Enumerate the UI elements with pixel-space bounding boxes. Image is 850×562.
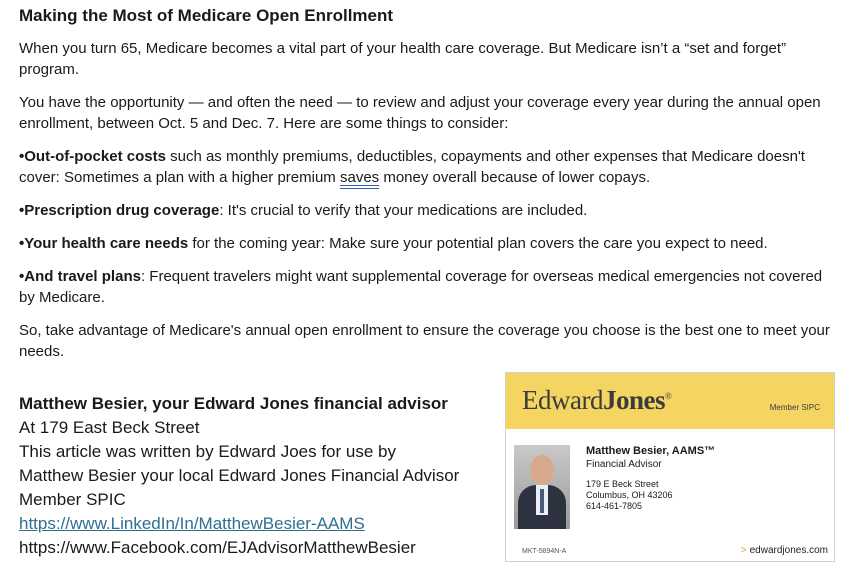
bullet-health-needs <box>19 233 834 254</box>
website-text: edwardjones.com <box>749 545 828 556</box>
bullet-text: money overall because of lower copays. <box>379 169 651 186</box>
card-header <box>506 373 834 429</box>
bullet-prescription <box>19 200 834 221</box>
phone-number: 614-461-7805 <box>586 501 643 511</box>
advisor-title: Financial Advisor <box>586 459 662 470</box>
facebook-link[interactable]: https://www.Facebook.com/EJAdvisorMatthewBesier <box>19 538 416 557</box>
signature-line: Matthew Besier your local Edward Jones Financial Advisor <box>19 466 460 485</box>
business-card <box>505 372 835 562</box>
marketing-code: MKT-5894N-A <box>522 548 567 555</box>
paragraph-opportunity: You have the opportunity — and often the need — to review and adjust your coverage every year during the annual open enrollment, between Oct. 5 and Dec. 7. Here are some things to consider: <box>19 94 821 132</box>
bullet-out-of-pocket <box>19 146 834 188</box>
linkedin-link[interactable]: https://www.LinkedIn/In/MatthewBesier-AAMS <box>19 514 365 533</box>
advisor-photo <box>514 445 570 529</box>
bullet-label: •Out-of-pocket costs <box>19 148 166 165</box>
advisor-name: Matthew Besier, AAMS™ <box>586 445 716 457</box>
article <box>19 6 834 374</box>
bullet-text: for the coming year: Make sure your potential plan covers the care you expect to need. <box>188 235 768 252</box>
bullet-label: •Prescription drug coverage <box>19 202 220 219</box>
address-line: Columbus, OH 43206 <box>586 490 673 500</box>
signature-line: Member SPIC <box>19 490 126 509</box>
paragraph-closing: So, take advantage of Medicare's annual open enrollment to ensure the coverage you choose is the best one to meet your needs. <box>19 322 830 360</box>
address-line: 179 E Beck Street <box>586 479 659 489</box>
bullet-label: •Your health care needs <box>19 235 189 252</box>
website-link[interactable] <box>741 545 828 556</box>
signature-block <box>19 392 499 560</box>
bullet-text: : Frequent travelers might want supplemental coverage for overseas medical emergencies not covered by Medicare. <box>19 268 823 306</box>
member-sipc-label: Member SIPC <box>769 403 820 412</box>
article-title: Making the Most of Medicare Open Enrollment <box>19 6 394 25</box>
signature-address: At 179 East Beck Street <box>19 418 200 437</box>
edward-jones-logo: EdwardJones® <box>522 385 672 415</box>
bullet-text: : It's crucial to verify that your medications are included. <box>219 202 588 219</box>
bullet-text: such as monthly premiums, deductibles, copayments and other expenses that Medicare doesn't cover: Sometimes a plan with a higher premium <box>19 148 805 186</box>
signature-name: Matthew Besier, your Edward Jones financial advisor <box>19 394 448 413</box>
chevron-right-icon: > <box>740 545 747 556</box>
signature-line: This article was written by Edward Joes for use by <box>19 442 396 461</box>
bullet-label: •And travel plans <box>19 268 141 285</box>
paragraph-intro: When you turn 65, Medicare becomes a vital part of your health care coverage. But Medicare isn’t a “set and forget” program. <box>19 40 787 78</box>
bullet-travel <box>19 266 834 308</box>
grammar-marked-word[interactable]: saves <box>339 169 380 186</box>
advisor-info <box>586 445 826 512</box>
